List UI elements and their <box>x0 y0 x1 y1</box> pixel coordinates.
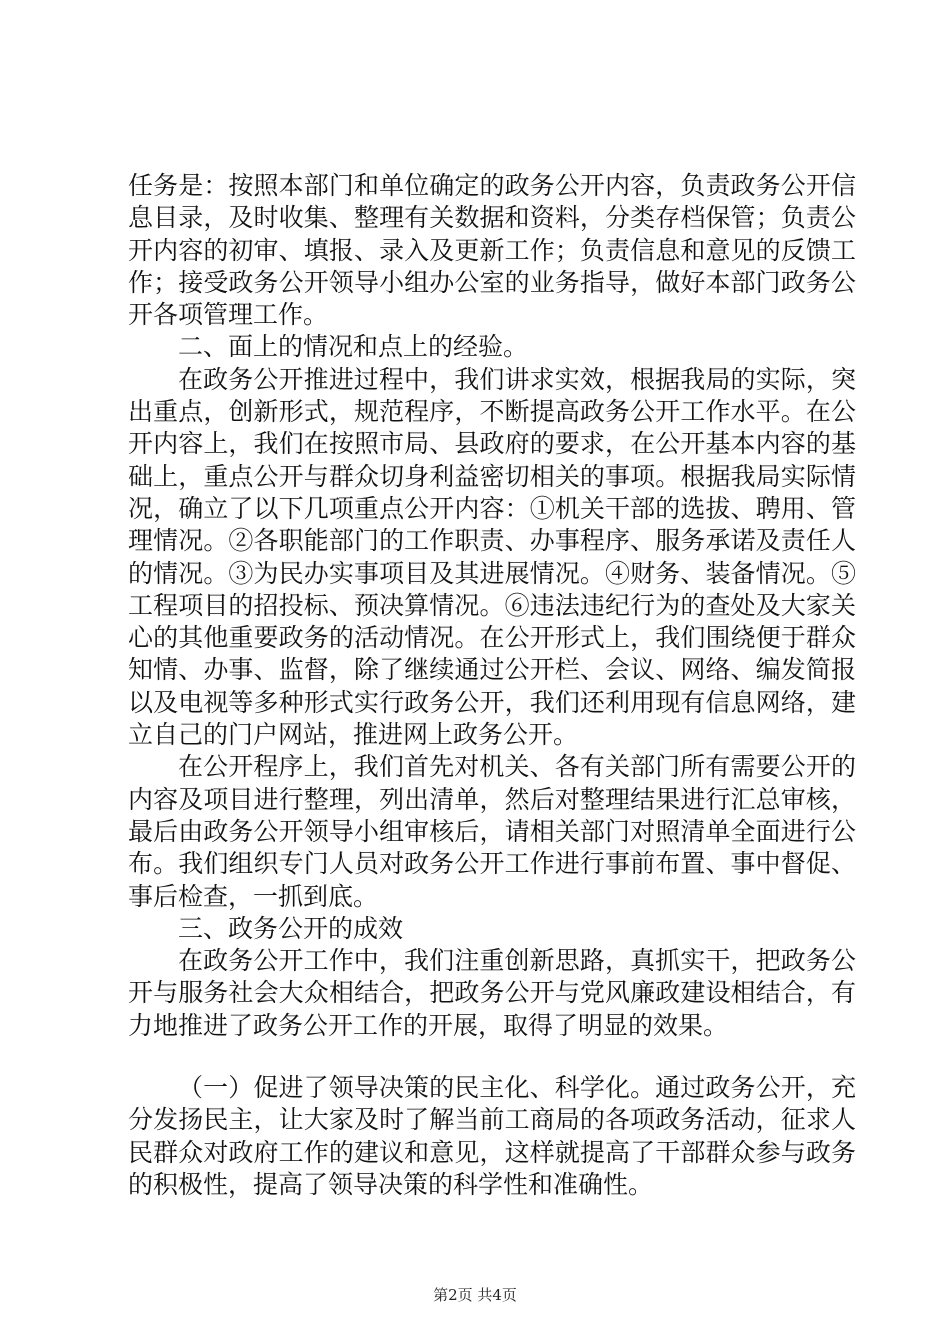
paragraph-democratization: （一）促进了领导决策的民主化、科学化。通过政务公开，充分发扬民主，让大家及时了解当前工商局的各项政务活动，征求人民群众对政府工作的建议和意见，这样就提高了干部群众参与政务的积极性，提高了领导决策的科学性和准确性。 <box>128 1073 856 1199</box>
section-heading-3: 三、政务公开的成效 <box>178 913 404 943</box>
paragraph-gap <box>128 1042 856 1072</box>
page-number-footer: 第2页 共4页 <box>433 1286 517 1304</box>
paragraph-duties-continued: 任务是：按照本部门和单位确定的政务公开内容，负责政务公开信息目录，及时收集、整理有关数据和资料，分类存档保管；负责公开内容的初审、填报、录入及更新工作；负责信息和意见的反馈工作；接受政务公开领导小组办公室的业务指导，做好本部门政务公开各项管理工作。 <box>128 171 856 330</box>
paragraph-content-forms: 在政务公开推进过程中，我们讲求实效，根据我局的实际，突出重点，创新形式，规范程序，不断提高政务公开工作水平。在公开内容上，我们在按照市局、县政府的要求，在公开基本内容的基础上，重点公开与群众切身利益密切相关的事项。根据我局实际情况，确立了以下几项重点公开内容：①机关干部的选拔、聘用、管理情况。②各职能部门的工作职责、办事程序、服务承诺及责任人的情况。③为民办实事项目及其进展情况。④财务、装备情况。⑤工程项目的招投标、预决算情况。⑥违法违纪行为的查处及大家关心的其他重要政务的活动情况。在公开形式上，我们围绕便于群众知情、办事、监督，除了继续通过公开栏、会议、网络、编发简报以及电视等多种形式实行政务公开，我们还利用现有信息网络，建立自己的门户网站，推进网上政务公开。 <box>128 364 856 750</box>
paragraph-results: 在政务公开工作中，我们注重创新思路，真抓实干，把政务公开与服务社会大众相结合，把政务公开与党风廉政建设相结合，有力地推进了政务公开工作的开展，取得了明显的效果。 <box>128 946 856 1040</box>
section-heading-2: 二、面上的情况和点上的经验。 <box>178 332 529 362</box>
paragraph-procedure: 在公开程序上，我们首先对机关、各有关部门所有需要公开的内容及项目进行整理，列出清单，然后对整理结果进行汇总审核，最后由政务公开领导小组审核后，请相关部门对照清单全面进行公布。我们组织专门人员对政务公开工作进行事前布置、事中督促、事后检查，一抓到底。 <box>128 752 856 911</box>
document-body <box>128 170 856 1201</box>
